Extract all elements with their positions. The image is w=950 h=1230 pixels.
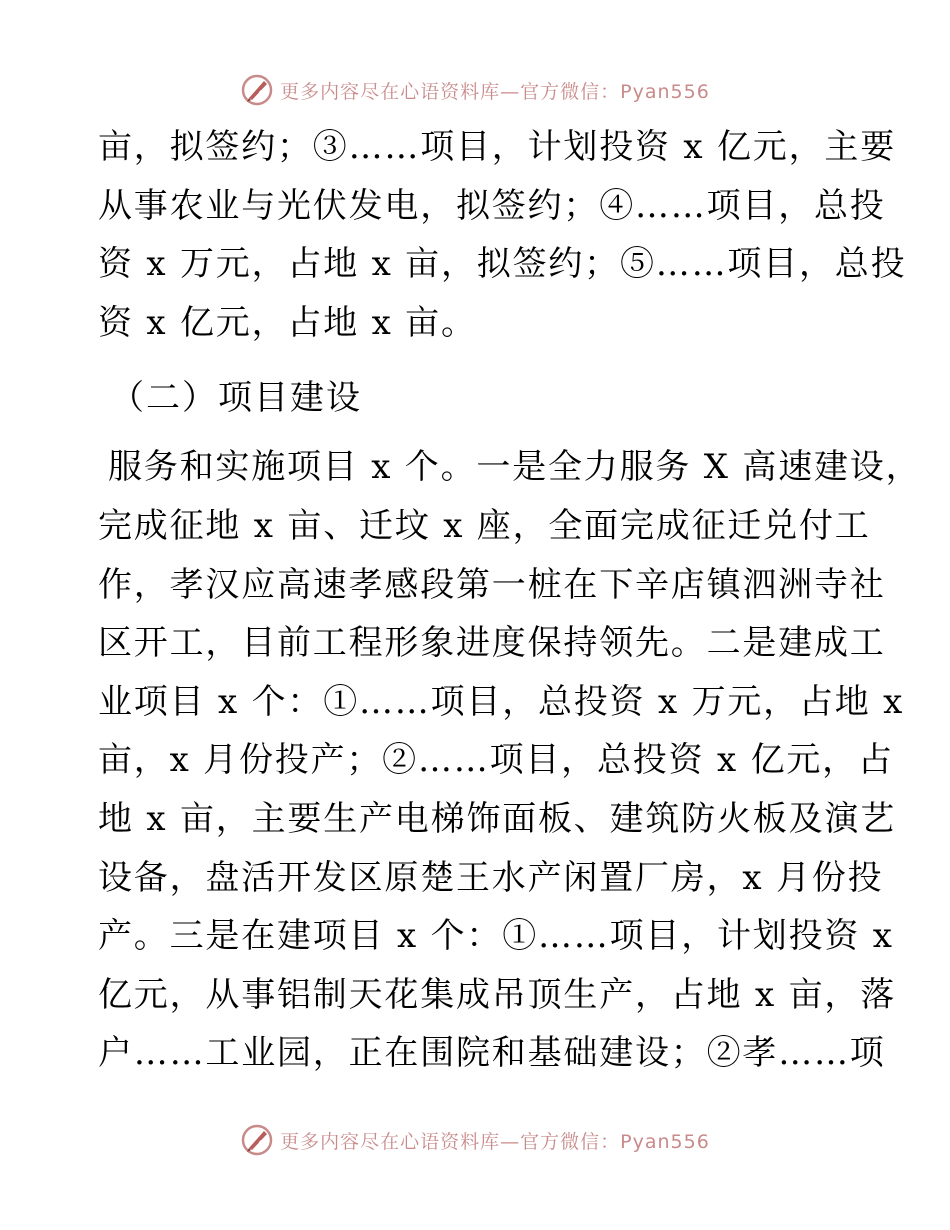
section-heading: （二）项目建设	[110, 378, 362, 419]
text-line: 亩，x 月份投产；②……项目，总投资 x 亿元，占	[98, 740, 894, 781]
watermark-text: 更多内容尽在心语资料库—官方微信：Pyan556	[280, 80, 710, 103]
paragraph-1	[98, 118, 907, 352]
text-line: 资 x 万元，占地 x 亩，拟签约；⑤……项目，总投	[98, 244, 907, 285]
text-line: 地 x 亩，主要生产电梯饰面板、建筑防火板及演艺	[98, 798, 896, 839]
watermark-text: 更多内容尽在心语资料库—官方微信：Pyan556	[280, 1130, 710, 1153]
text-line: 户……工业园，正在围院和基础建设；②孝……项	[98, 1033, 886, 1074]
quill-logo-icon	[240, 73, 274, 107]
text-line: 亿元，从事铝制天花集成吊顶生产，占地 x 亩，落	[98, 974, 896, 1015]
quill-logo-icon	[240, 1123, 274, 1157]
text-line: 完成征地 x 亩、迁坟 x 座，全面完成征迁兑付工	[98, 505, 871, 546]
paragraph-2	[98, 438, 922, 1083]
watermark-header	[0, 70, 950, 110]
text-line: 产。三是在建项目 x 个：①……项目，计划投资 x	[98, 916, 894, 957]
text-line: 业项目 x 个：①……项目，总投资 x 万元，占地 x	[98, 681, 905, 722]
text-line: 区开工，目前工程形象进度保持领先。二是建成工	[98, 623, 886, 664]
text-line: 作，孝汉应高速孝感段第一桩在下辛店镇泗洲寺社	[98, 564, 886, 605]
text-line: 亩，拟签约；③……项目，计划投资 x 亿元，主要	[98, 127, 896, 167]
document-body	[98, 118, 922, 1083]
text-line: 从事农业与光伏发电，拟签约；④……项目，总投	[98, 185, 886, 226]
text-line: 资 x 亿元，占地 x 亩。	[98, 302, 477, 343]
watermark-footer	[0, 1120, 950, 1160]
text-line: 服务和实施项目 x 个。一是全力服务 X 高速建设，	[108, 447, 922, 488]
text-line: 设备，盘活开发区原楚王水产闲置厂房，x 月份投	[98, 857, 884, 898]
